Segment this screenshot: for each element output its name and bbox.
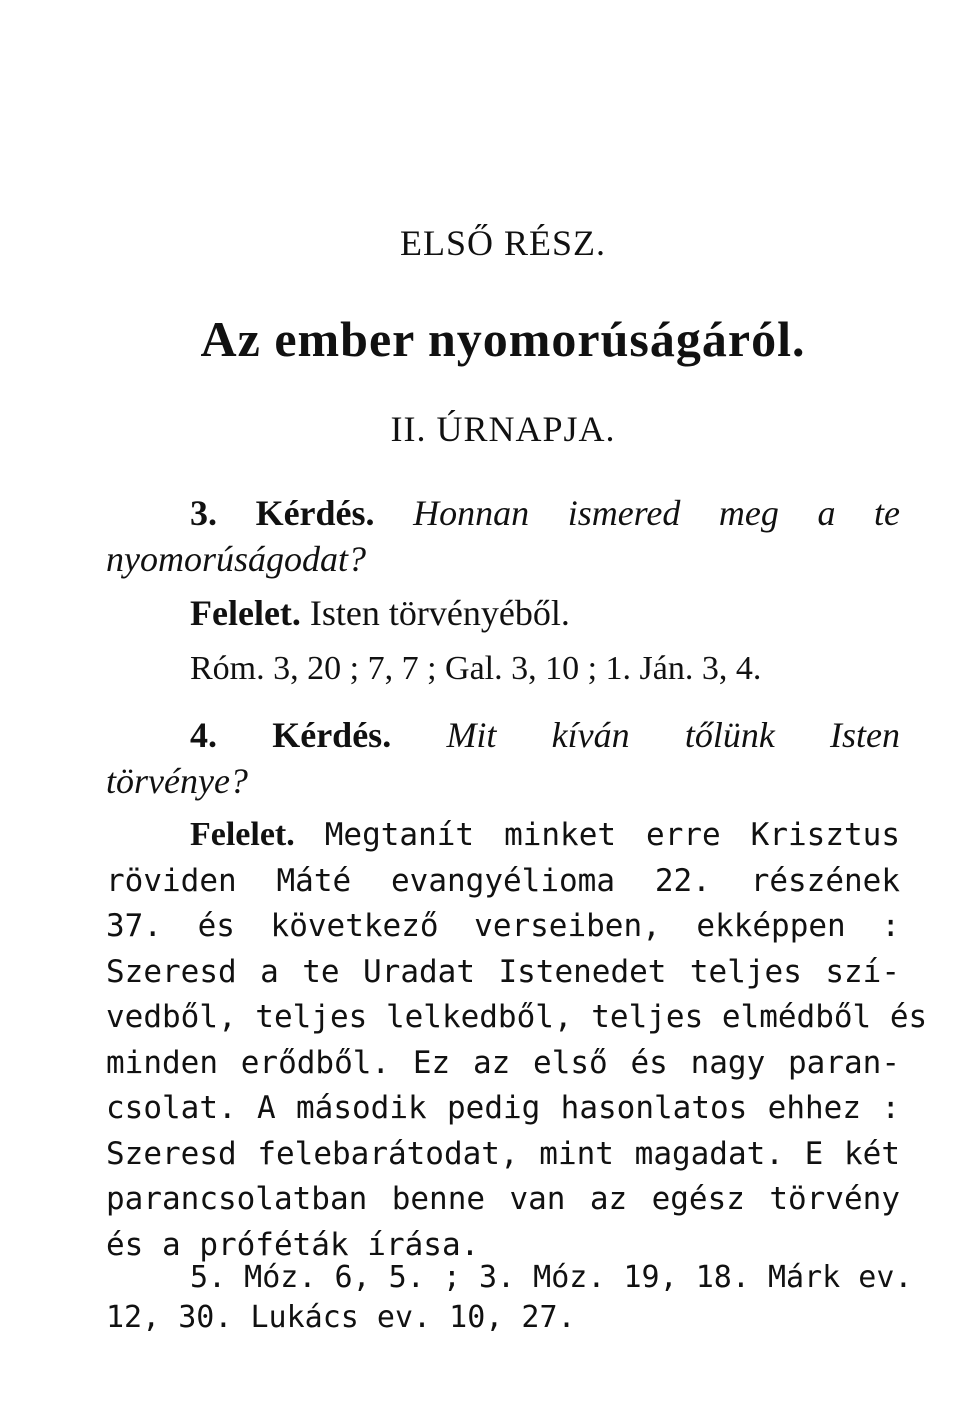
question-4-text-line-1: Mit kíván tőlünk Isten bbox=[446, 715, 901, 755]
question-4-text-line-2: törvénye? bbox=[106, 761, 248, 801]
answer-4-line-10: és a próféták írása. bbox=[106, 1226, 480, 1263]
question-3-label: 3. Kérdés. bbox=[190, 493, 375, 533]
references-3: Róm. 3, 20 ; 7, 7 ; Gal. 3, 10 ; 1. Ján. 3, 4. bbox=[190, 650, 762, 687]
answer-4-line-8: Szeresd felebarátodat, mint magadat. E két bbox=[106, 1135, 900, 1172]
answer-4-line-5: vedből, teljes lelkedből, teljes elmédből és bbox=[106, 999, 928, 1035]
answer-4-line-4: Szeresd a te Uradat Istenedet teljes szí- bbox=[106, 953, 900, 990]
answer-4-line-6: minden erődből. Ez az első és nagy paran- bbox=[106, 1044, 900, 1081]
question-4 bbox=[106, 712, 900, 804]
lords-day-heading: II. ÚRNAPJA. bbox=[390, 409, 616, 449]
answer-3-label: Felelet. bbox=[190, 593, 301, 633]
book-page bbox=[106, 0, 928, 1414]
question-4-line-1 bbox=[106, 712, 900, 758]
question-4-label: 4. Kérdés. bbox=[190, 715, 392, 755]
answer-4-line-2: röviden Máté evangyélioma 22. részének bbox=[106, 862, 900, 899]
question-3-text-line-1: Honnan ismered meg a te bbox=[413, 493, 901, 533]
answer-4-line-3: 37. és következő verseiben, ekképpen : bbox=[106, 908, 900, 944]
references-4-line-2: 12, 30. Lukács ev. 10, 27. bbox=[106, 1300, 576, 1335]
part-title: ELSŐ RÉSZ. bbox=[399, 223, 606, 263]
answer-4-line-1-text: Megtanít minket erre Krisztus bbox=[324, 817, 900, 853]
references-4-line-1: 5. Móz. 6, 5. ; 3. Móz. 19, 18. Márk ev. bbox=[190, 1260, 913, 1295]
main-title: Az ember nyomorúságáról. bbox=[200, 311, 806, 367]
answer-3 bbox=[106, 590, 960, 636]
answer-4-line-7: csolat. A második pedig hasonlatos ehhez : bbox=[106, 1090, 900, 1126]
answer-4-label: Felelet. bbox=[190, 816, 295, 853]
answer-4 bbox=[106, 812, 928, 1268]
answer-3-text: Isten törvényéből. bbox=[309, 593, 570, 633]
question-3-line-1 bbox=[106, 490, 900, 536]
answer-4-line-1 bbox=[106, 812, 900, 859]
question-3 bbox=[106, 490, 900, 582]
references-4 bbox=[106, 1258, 913, 1338]
answer-4-line-9: parancsolatban benne van az egész törvény bbox=[106, 1181, 900, 1217]
question-3-text-line-2: nyomorúságodat? bbox=[106, 539, 366, 579]
